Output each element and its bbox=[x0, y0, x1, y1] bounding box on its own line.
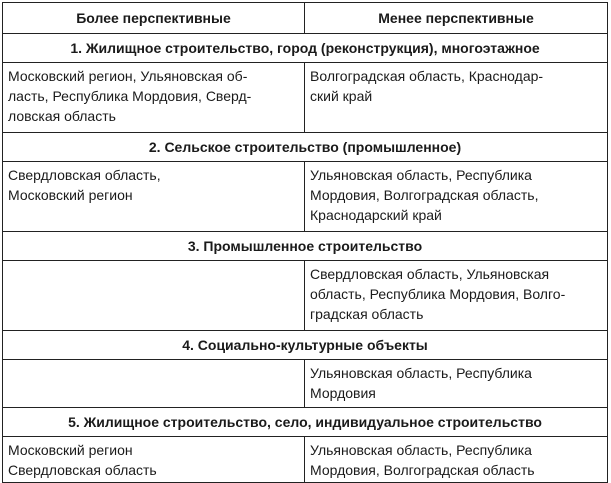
table-row bbox=[3, 63, 608, 133]
section-title: 5. Жилищное строительство, село, индивидуальное строительство bbox=[3, 408, 608, 437]
section-title: 4. Социально-культурные объекты bbox=[3, 331, 608, 360]
section-row bbox=[3, 34, 608, 63]
section-title: 3. Промышленное строительство bbox=[3, 232, 608, 261]
more-promising-cell: Московский регион, Ульяновская об- ласть, Республика Мордовия, Сверд- ловская область bbox=[3, 63, 305, 133]
less-promising-cell: Свердловская область, Ульяновская область, Республика Мордовия, Волго- градская область bbox=[305, 261, 608, 331]
less-promising-cell: Ульяновская область, Республика Мордовия, Волгоградская область bbox=[305, 437, 608, 483]
header-row bbox=[3, 3, 608, 34]
comparison-table bbox=[2, 2, 608, 483]
more-promising-cell: Московский регион Свердловская область bbox=[3, 437, 305, 483]
less-promising-cell: Ульяновская область, Республика Мордовия bbox=[305, 360, 608, 408]
section-title: 2. Сельское строительство (промышленное) bbox=[3, 133, 608, 162]
section-row bbox=[3, 133, 608, 162]
section-row bbox=[3, 408, 608, 437]
more-promising-cell bbox=[3, 360, 305, 408]
table-row bbox=[3, 162, 608, 232]
header-more-promising: Более перспективные bbox=[3, 3, 305, 34]
less-promising-cell: Волгоградская область, Краснодар- ский край bbox=[305, 63, 608, 133]
table-row bbox=[3, 437, 608, 483]
header-less-promising: Менее перспективные bbox=[305, 3, 608, 34]
section-row bbox=[3, 331, 608, 360]
table-row bbox=[3, 360, 608, 408]
section-row bbox=[3, 232, 608, 261]
table-row bbox=[3, 261, 608, 331]
more-promising-cell: Свердловская область, Московский регион bbox=[3, 162, 305, 232]
more-promising-cell bbox=[3, 261, 305, 331]
section-title: 1. Жилищное строительство, город (реконструкция), многоэтажное bbox=[3, 34, 608, 63]
less-promising-cell: Ульяновская область, Республика Мордовия, Волгоградская область, Краснодарский край bbox=[305, 162, 608, 232]
